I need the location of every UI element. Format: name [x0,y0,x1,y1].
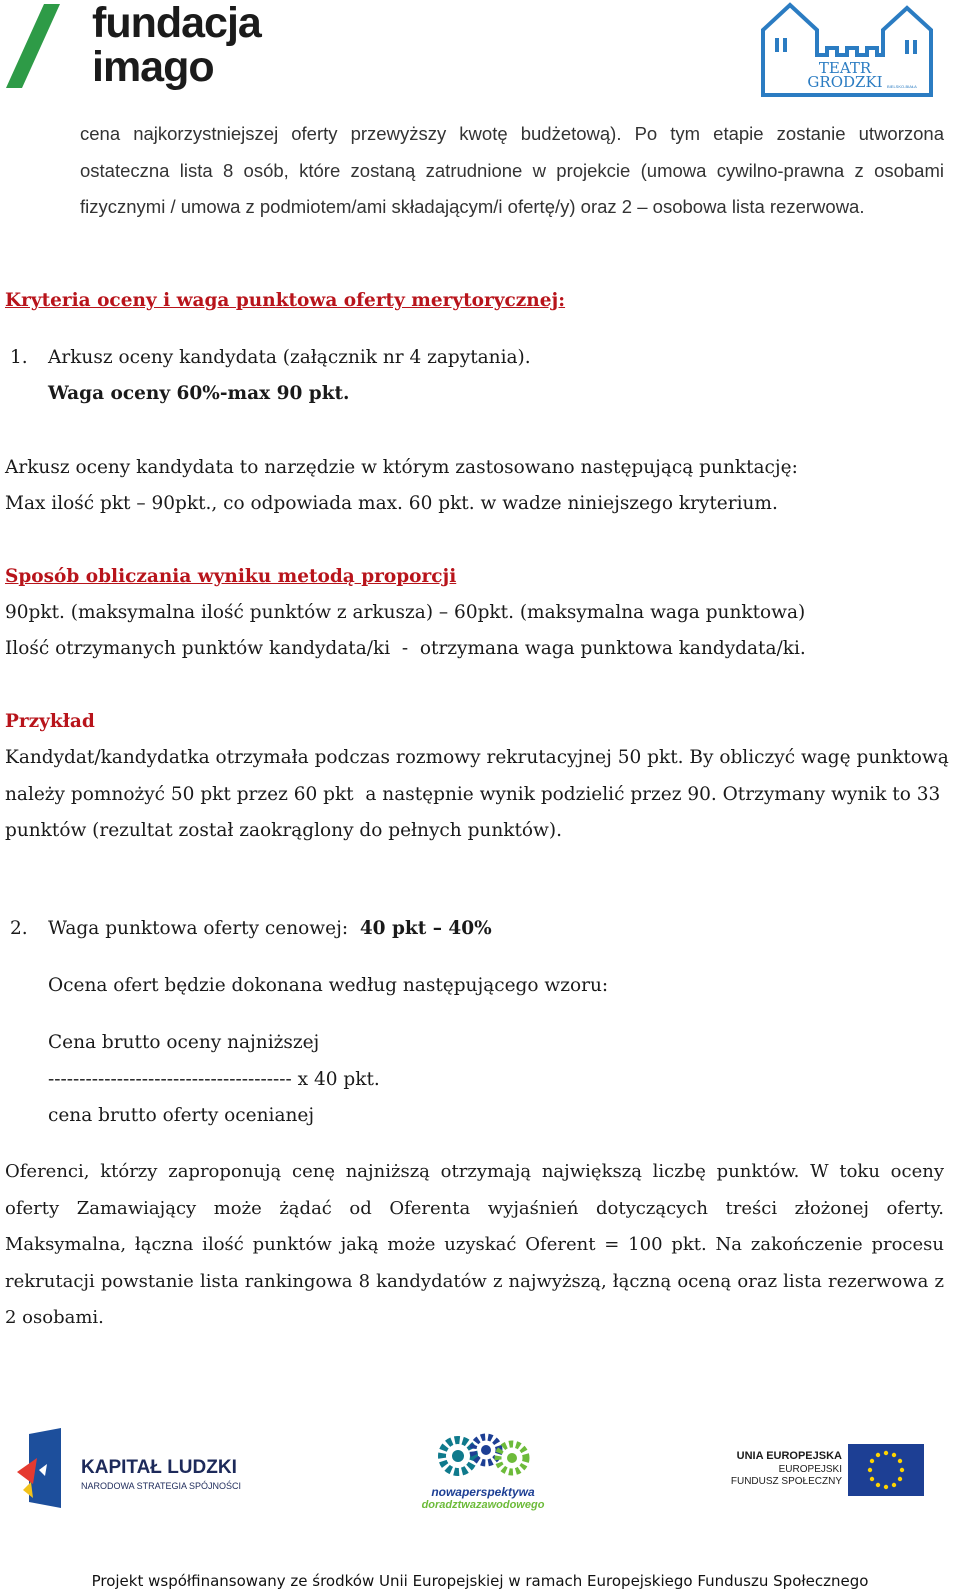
kapital-ludzki-title: KAPITAŁ LUDZKI [81,1457,237,1478]
method-line-1: 90pkt. (maksymalna ilość punktów z arkusza) – 60pkt. (maksymalna waga punktowa) [5,602,806,623]
method-line-2: Ilość otrzymanych punktów kandydata/ki - otrzymana waga punktowa kandydata/ki. [5,638,806,659]
eu-logo-line-2: EUROPEJSKI [778,1464,842,1475]
slash-mark-icon [0,0,70,95]
teatr-logo-text-1: TEATR [818,59,872,77]
fundacja-logo-text-2: imago [92,43,214,91]
fundacja-logo-text-1: fundacja [92,0,261,47]
price-label: Waga punktowa oferty cenowej: [48,918,349,939]
eu-logo-line-1: UNIA EUROPEJSKA [736,1450,842,1462]
gears-icon [436,1432,532,1484]
price-item-number: 2. [10,918,28,939]
kapital-ludzki-emblem-icon [15,1428,67,1508]
criteria-heading: Kryteria oceny i waga punktowa oferty merytorycznej: [5,290,566,311]
example-heading: Przykład [5,711,95,732]
nowa-perspektywa-line-1: nowaperspektywa [431,1485,535,1499]
method-heading: Sposób obliczania wyniku metodą proporcji [5,566,457,587]
criteria-item-1-number: 1. [10,347,28,368]
kapital-ludzki-logo [15,1428,255,1508]
price-item-line [48,917,492,941]
formula-fraction-line: --------------------------------------- x 40 pkt. [48,1069,380,1090]
eu-flag-icon [848,1444,924,1496]
formula-denominator: cena brutto oferty ocenianej [48,1105,315,1126]
criteria-desc-line-2: Max ilość pkt – 90pkt., co odpowiada max. 60 pkt. w wadze niniejszego kryterium. [5,493,778,514]
price-value: 40 pkt – 40% [359,918,492,939]
example-line-1: Kandydat/kandydatka otrzymała podczas rozmowy rekrutacyjnej 50 pkt. By obliczyć wagę punktową [5,747,949,768]
teatr-grodzki-logo [755,0,940,105]
nowa-perspektywa-line-2: doradztwazawodowego [421,1499,545,1511]
intro-paragraph: cena najkorzystniejszej oferty przewyższy kwotę budżetową). Po tym etapie zostanie utworzona ostateczna lista 8 osób, które zostaną zatrudnione w projekcie (umowa cywilno-prawna z osobami fizycznymi / umowa z podmiotem/ami składającym/i ofertę/y) oraz 2 – osobowa lista rezerwowa. [80,123,944,218]
kapital-ludzki-subtitle: NARODOWA STRATEGIA SPÓJNOŚCI [81,1481,242,1491]
example-line-3: punktów (rezultat został zaokrąglony do pełnych punktów). [5,820,562,841]
funding-note: Projekt współfinansowany ze środków Unii Europejskiej w ramach Europejskiego Funduszu Społecznego [91,1572,869,1590]
conclusion-paragraph: Oferenci, którzy zaproponują cenę najniższą otrzymają największą liczbę punktów. W toku oceny oferty Zamawiający może żądać od Oferenta wyjaśnień dotyczących treści złożonej oferty. Maksymalna, łączna ilość punktów jaką może uzyskać Oferent = 100 pkt. Na zakończenie procesu rekrutacji powstanie lista rankingowa 8 kandydatów z najwyższą, łączną oceną oraz lista rezerwowa z 2 osobami. [5,1161,944,1329]
criteria-item-1-weight: Waga oceny 60%-max 90 pkt. [48,383,350,404]
example-line-2: należy pomnożyć 50 pkt przez 60 pkt a następnie wynik podzielić przez 90. Otrzymany wynik to 33 [5,784,941,805]
criteria-item-1-text: Arkusz oceny kandydata (załącznik nr 4 zapytania). [48,347,531,368]
eu-logo-line-3: FUNDUSZ SPOŁECZNY [730,1476,842,1487]
criteria-desc-line-1: Arkusz oceny kandydata to narzędzie w którym zastosowano następującą punktację: [5,457,798,478]
fundacja-imago-logo [0,0,290,100]
formula-numerator: Cena brutto oceny najniższej [48,1032,320,1053]
eu-efs-logo [730,1444,930,1498]
teatr-logo-small-text: BIELSKO-BIAŁA [887,84,917,89]
nowa-perspektywa-logo [412,1432,552,1512]
formula-intro: Ocena ofert będzie dokonana według następującego wzoru: [48,975,609,996]
teatr-logo-text-2: GRODZKI [807,73,883,91]
